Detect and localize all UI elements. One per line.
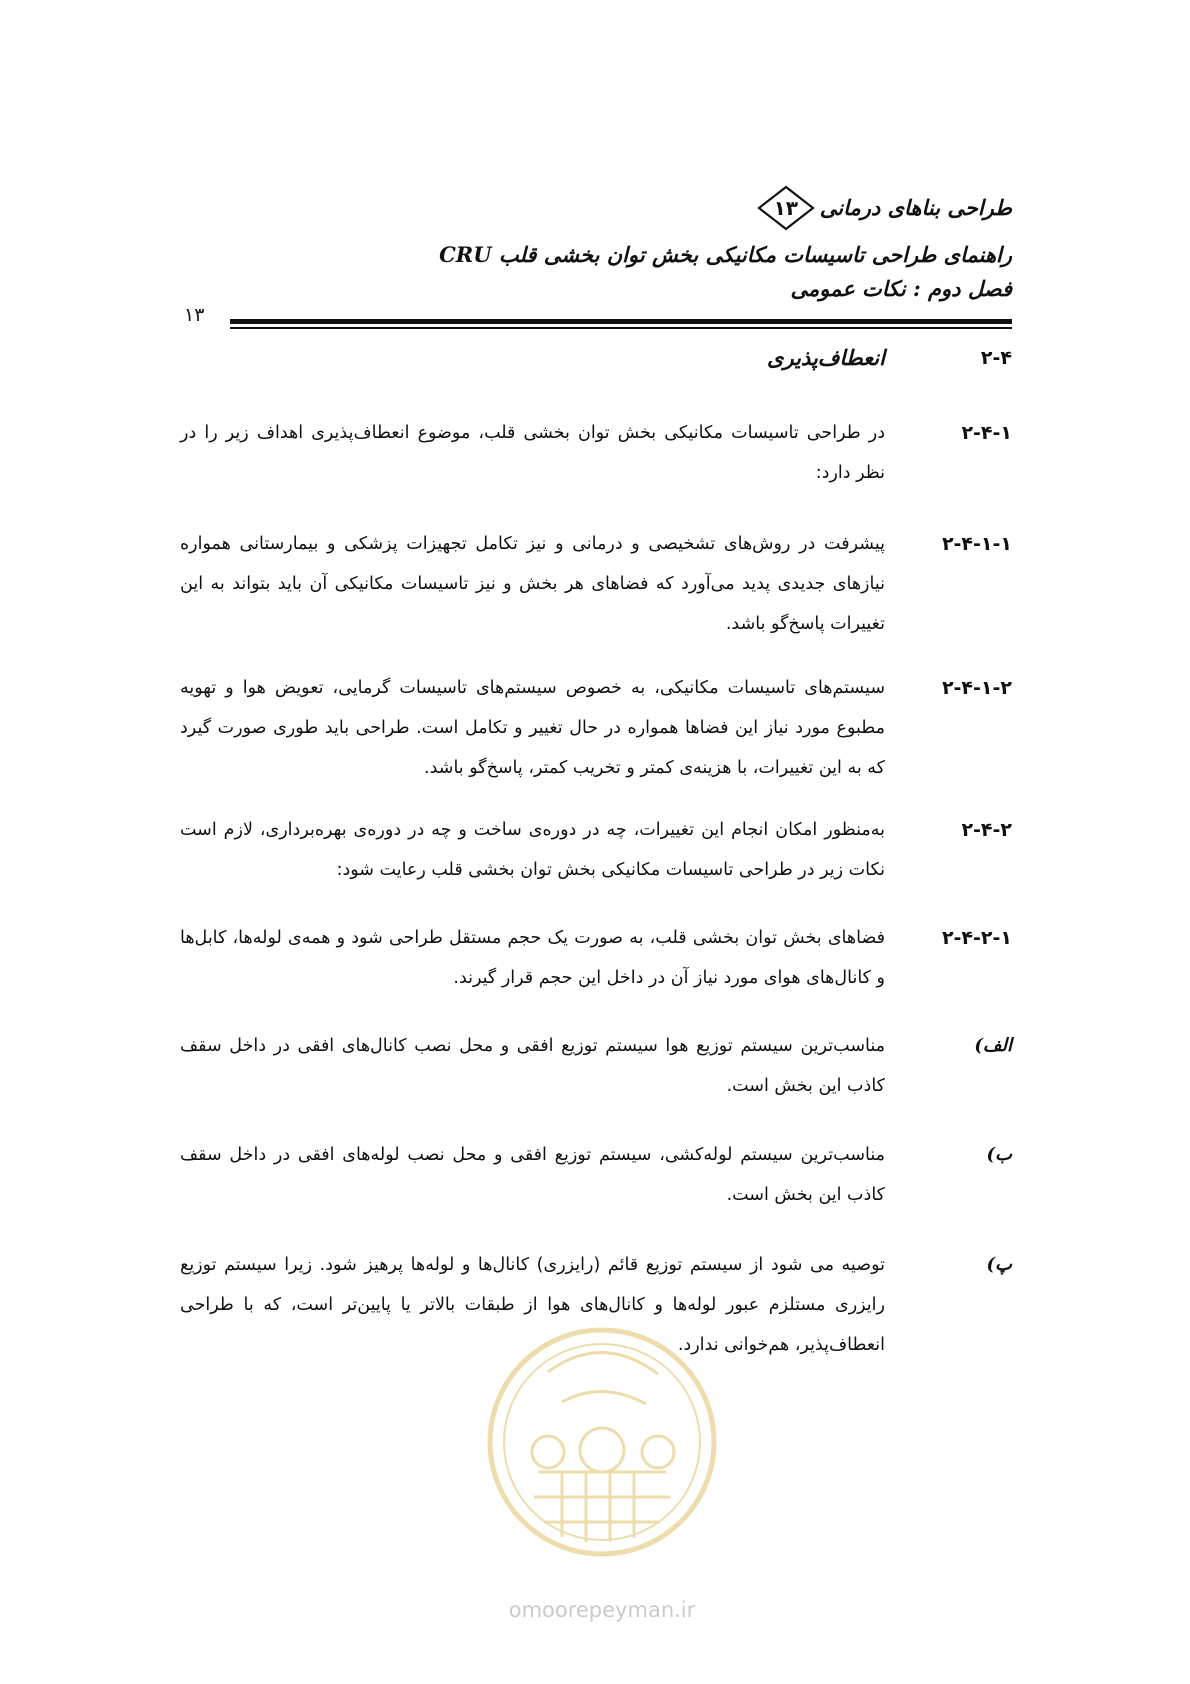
chapter-title: فصل دوم : نکات عمومی: [790, 276, 1012, 302]
section-2-4-1-1: [180, 524, 1012, 644]
watermark-url: omoorepeyman.ir: [508, 1598, 696, 1622]
section-2-4-2: [180, 810, 1012, 890]
volume-number: ۱۳: [773, 195, 798, 220]
section-text: فضاهای بخش توان بخشی قلب، به صورت یک حجم مستقل طراحی شود و همه‌ی لوله‌ها، کابل‌ها و کانال‌های هوای مورد نیاز آن در داخل این حجم قرار گیرند.: [180, 928, 885, 988]
section-text: پیشرفت در روش‌های تشخیصی و درمانی و نیز تکامل تجهیزات پزشکی و بیمارستانی همواره نیازهای جدیدی پدید می‌آورد که فضاهای هر بخش و نیز تاسیسات مکانیکی آن باید بتواند به این تغییرات پاسخ‌گو باشد.: [180, 534, 885, 634]
header-divider-thin: [230, 327, 1012, 329]
item-alef: [180, 1026, 1012, 1106]
section-number: ۲-۴-۱-۲: [941, 677, 1012, 699]
section-2-4-1-2: [180, 668, 1012, 788]
item-letter: الف): [974, 1035, 1012, 1056]
section-number: ۲-۴-۲-۱: [941, 927, 1012, 949]
item-letter: ب): [986, 1144, 1012, 1165]
guide-title: راهنمای طراحی تاسیسات مکانیکی بخش توان بخشی قلب CRU: [439, 242, 1012, 267]
item-letter: پ): [986, 1254, 1012, 1275]
item-pe: [180, 1245, 1012, 1365]
item-text: مناسب‌ترین سیستم توزیع هوا سیستم توزیع افقی و محل نصب کانال‌های افقی در داخل سقف کاذب این بخش است.: [180, 1036, 885, 1096]
section-text: در طراحی تاسیسات مکانیکی بخش توان بخشی قلب، موضوع انعطاف‌پذیری اهداف زیر را در نظر دارد:: [180, 423, 885, 483]
page-number: ۱۳: [184, 304, 205, 326]
item-text: مناسب‌ترین سیستم لوله‌کشی، سیستم توزیع افقی و محل نصب لوله‌های افقی در داخل سقف کاذب این بخش است.: [180, 1145, 885, 1205]
section-number: ۲-۴: [980, 347, 1012, 369]
section-2-4-1: [180, 413, 1012, 493]
section-number: ۲-۴-۲: [961, 819, 1012, 841]
section-number: ۲-۴-۱-۱: [941, 533, 1012, 555]
section-title: انعطاف‌پذیری: [767, 345, 885, 370]
header-divider-thick: [230, 319, 1012, 324]
series-title-text: طراحی بناهای درمانی: [819, 194, 1012, 220]
book-series-title: [439, 184, 1012, 232]
page-header: [439, 184, 1012, 312]
item-text: توصیه می شود از سیستم توزیع قائم (رایزری) کانال‌ها و لوله‌ها پرهیز شود. زیرا سیستم توزیع رایزری مستلزم عبور لوله‌ها و کانال‌های هوا از طبقات بالاتر یا پایین‌تر است، که با طراحی انعطاف‌پذیر، هم‌خوانی ندارد.: [180, 1255, 885, 1355]
volume-number-badge: [756, 184, 816, 232]
section-text: سیستم‌های تاسیسات مکانیکی، به خصوص سیستم‌های تاسیسات گرمایی، تعویض هوا و تهویه مطبوع مورد نیاز این فضاها همواره در حال تغییر و تکامل است. طراحی باید طوری صورت گیرد که به این تغییرات، با هزینه‌ی کمتر و تخریب کمتر، پاسخ‌گو باشد.: [180, 678, 885, 778]
section-text: به‌منظور امکان انجام این تغییرات، چه در دوره‌ی ساخت و چه در دوره‌ی بهره‌برداری، لازم است نکات زیر در طراحی تاسیسات مکانیکی بخش توان بخشی قلب رعایت شود:: [180, 820, 885, 880]
section-2-4: [180, 338, 1012, 378]
item-be: [180, 1135, 1012, 1215]
section-2-4-2-1: [180, 918, 1012, 998]
section-number: ۲-۴-۱: [961, 422, 1012, 444]
